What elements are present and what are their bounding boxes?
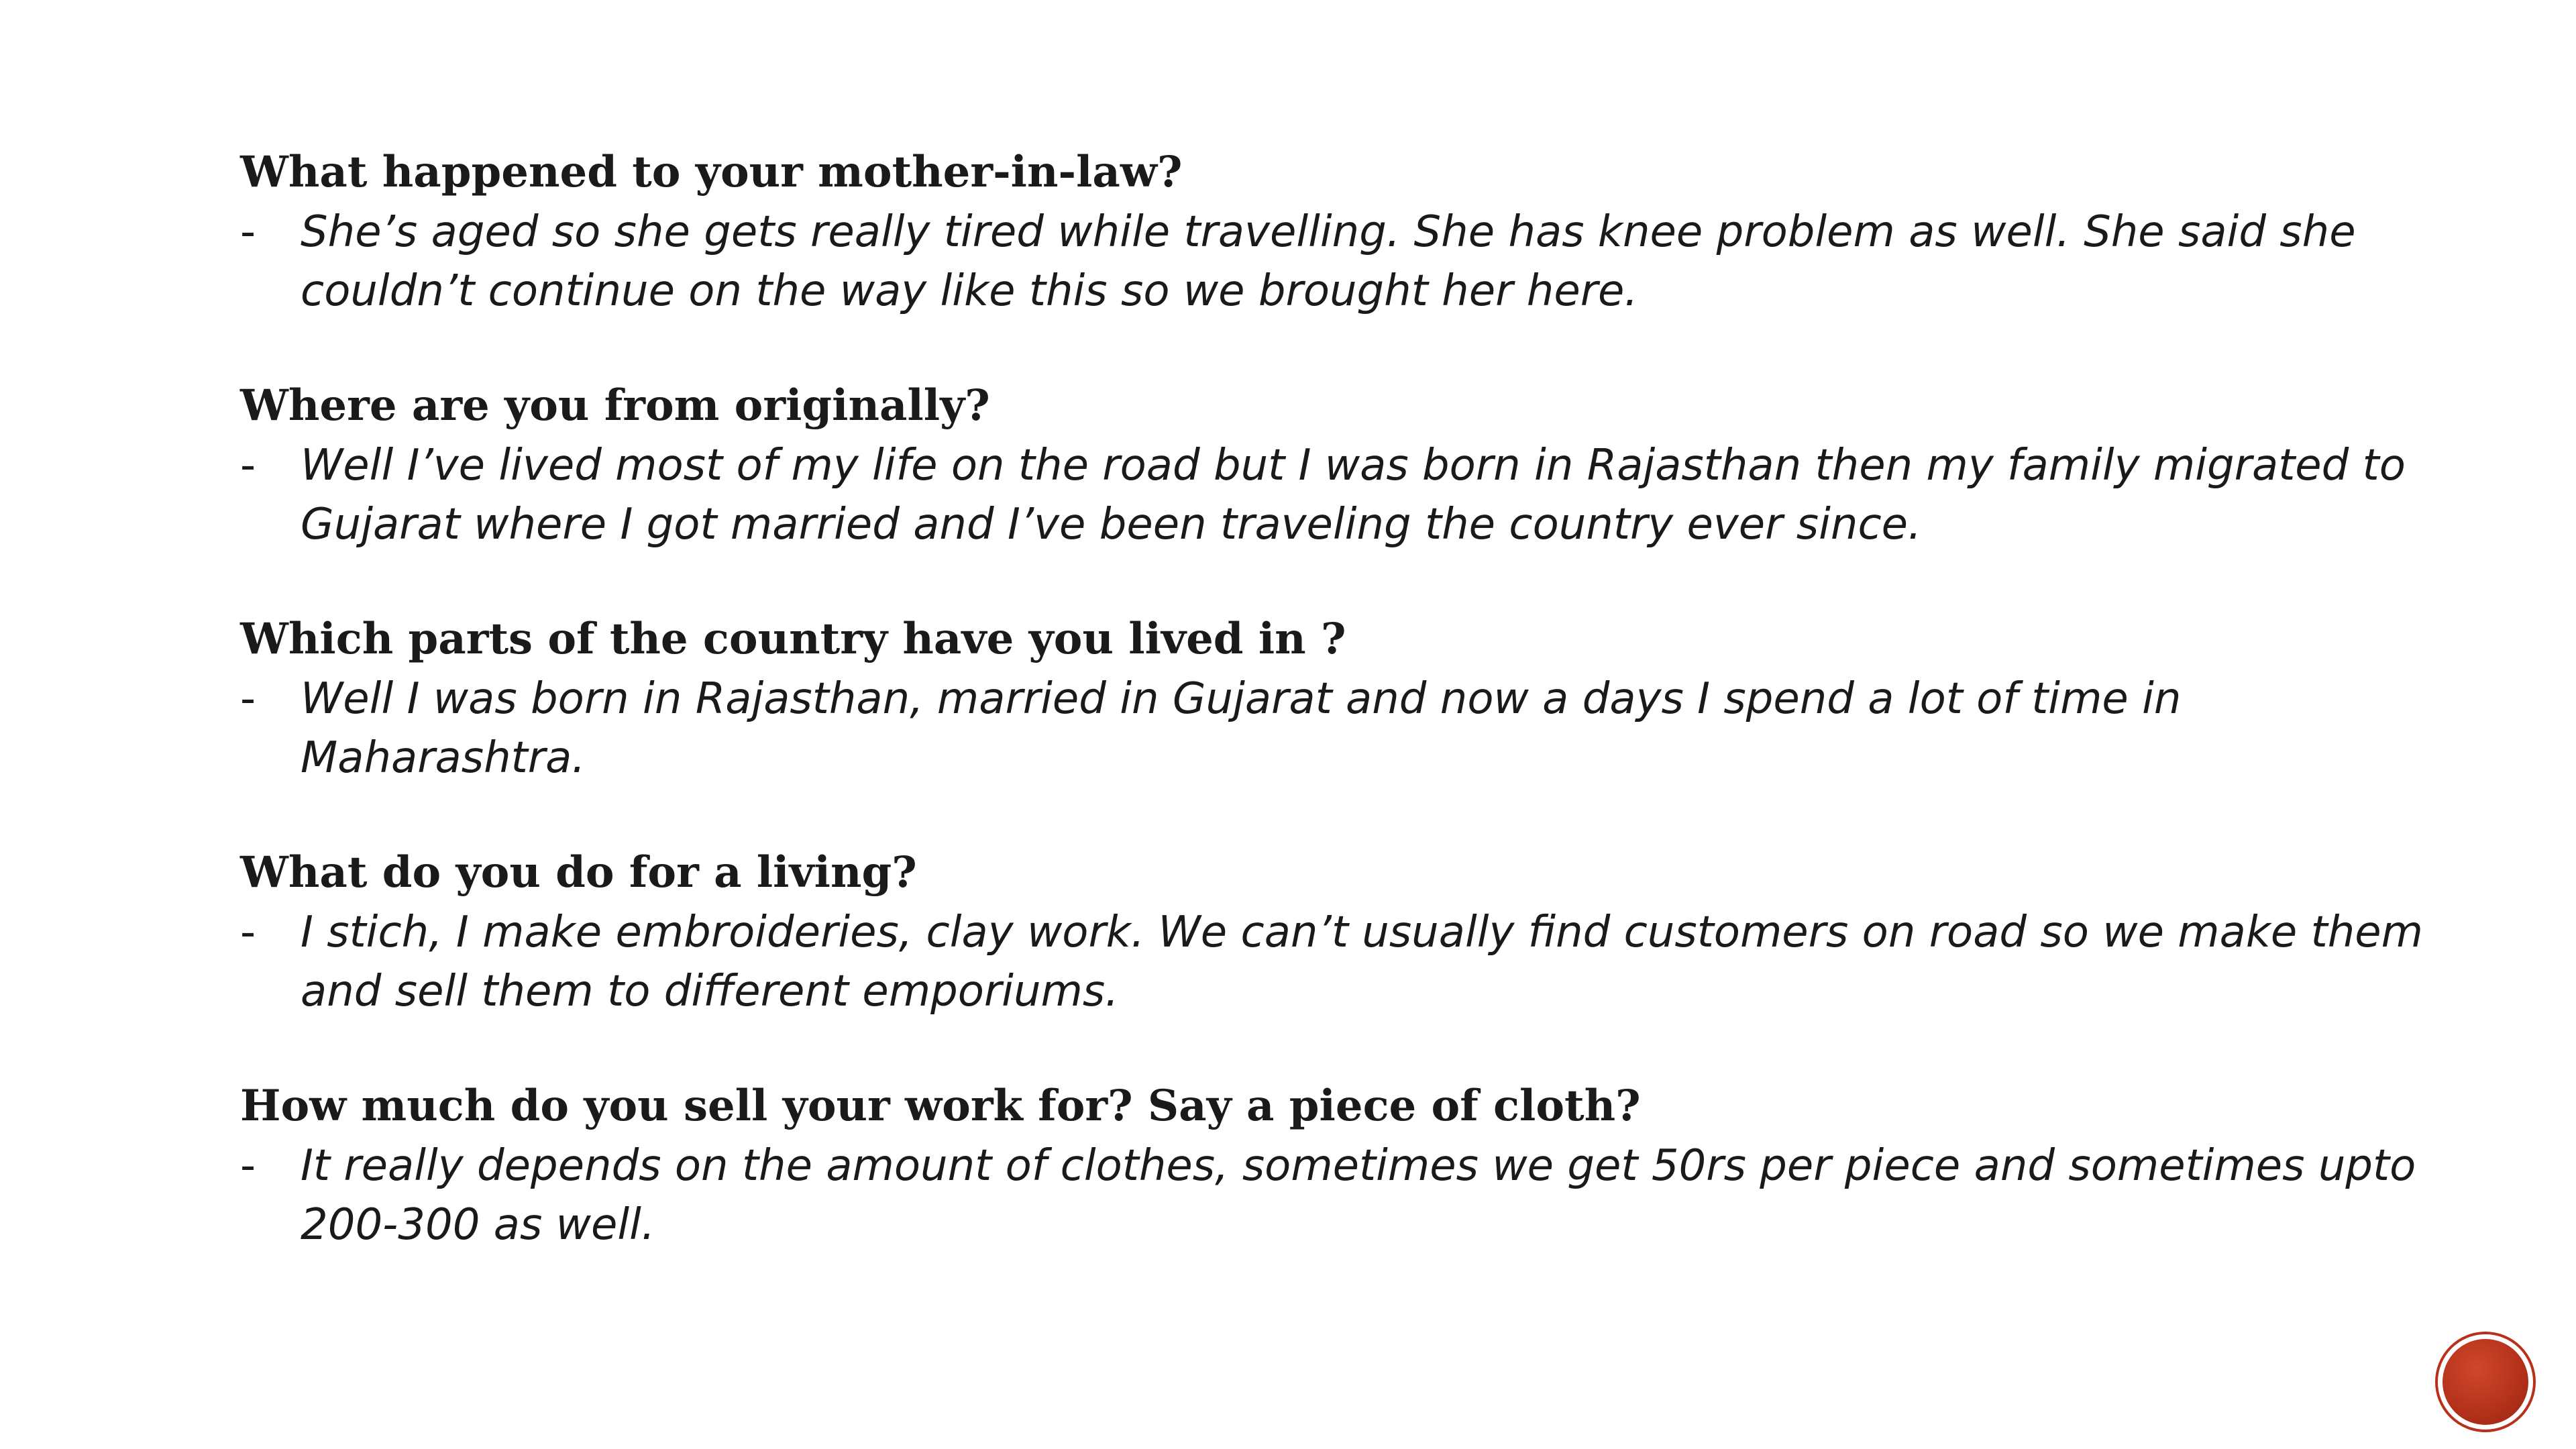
slide-content: [240, 142, 2454, 1309]
answer-2-line-2: Gujarat where I got married and I’ve been traveling the country ever since.: [301, 500, 1922, 549]
qa-item-4: [240, 843, 2454, 1021]
answer-4: [240, 903, 2454, 1021]
answer-3: [240, 669, 2454, 788]
answer-1: [240, 203, 2454, 321]
qa-item-2: [240, 376, 2454, 554]
answer-2: [240, 436, 2454, 554]
bullet-dash: -: [240, 908, 256, 957]
answer-4-line-2: and sell them to different emporiums.: [301, 967, 1119, 1016]
red-circle-badge-icon: [2435, 1332, 2536, 1432]
answer-5: [240, 1136, 2454, 1254]
answer-5-line-2: 200-300 as well.: [301, 1200, 655, 1250]
badge-fill: [2443, 1339, 2528, 1425]
answer-4-line-1: I stich, I make embroideries, clay work. We can’t usually find customers on road so we make them: [301, 908, 2423, 957]
question-5: How much do you sell your work for? Say a piece of cloth?: [240, 1081, 1641, 1131]
question-2: Where are you from originally?: [240, 380, 990, 431]
answer-3-line-1: Well I was born in Rajasthan, married in Gujarat and now a days I spend a lot of time in: [301, 674, 2182, 724]
answer-3-line-2: Maharashtra.: [301, 733, 586, 783]
question-1: What happened to your mother-in-law?: [240, 147, 1183, 197]
question-4: What do you do for a living?: [240, 847, 917, 898]
answer-1-line-1: She’s aged so she gets really tired while travelling. She has knee problem as well. She said she: [301, 207, 2356, 257]
qa-item-5: [240, 1076, 2454, 1254]
qa-item-3: [240, 609, 2454, 788]
bullet-dash: -: [240, 674, 256, 724]
question-3: Which parts of the country have you lived in ?: [240, 614, 1346, 664]
answer-1-line-2: couldn’t continue on the way like this so we brought her here.: [301, 266, 1638, 316]
qa-item-1: [240, 142, 2454, 321]
bullet-dash: -: [240, 207, 256, 257]
bullet-dash: -: [240, 441, 256, 490]
bullet-dash: -: [240, 1141, 256, 1191]
answer-5-line-1: It really depends on the amount of clothes, sometimes we get 50rs per piece and sometimes upto: [301, 1141, 2416, 1191]
answer-2-line-1: Well I’ve lived most of my life on the road but I was born in Rajasthan then my family migrated to: [301, 441, 2406, 490]
